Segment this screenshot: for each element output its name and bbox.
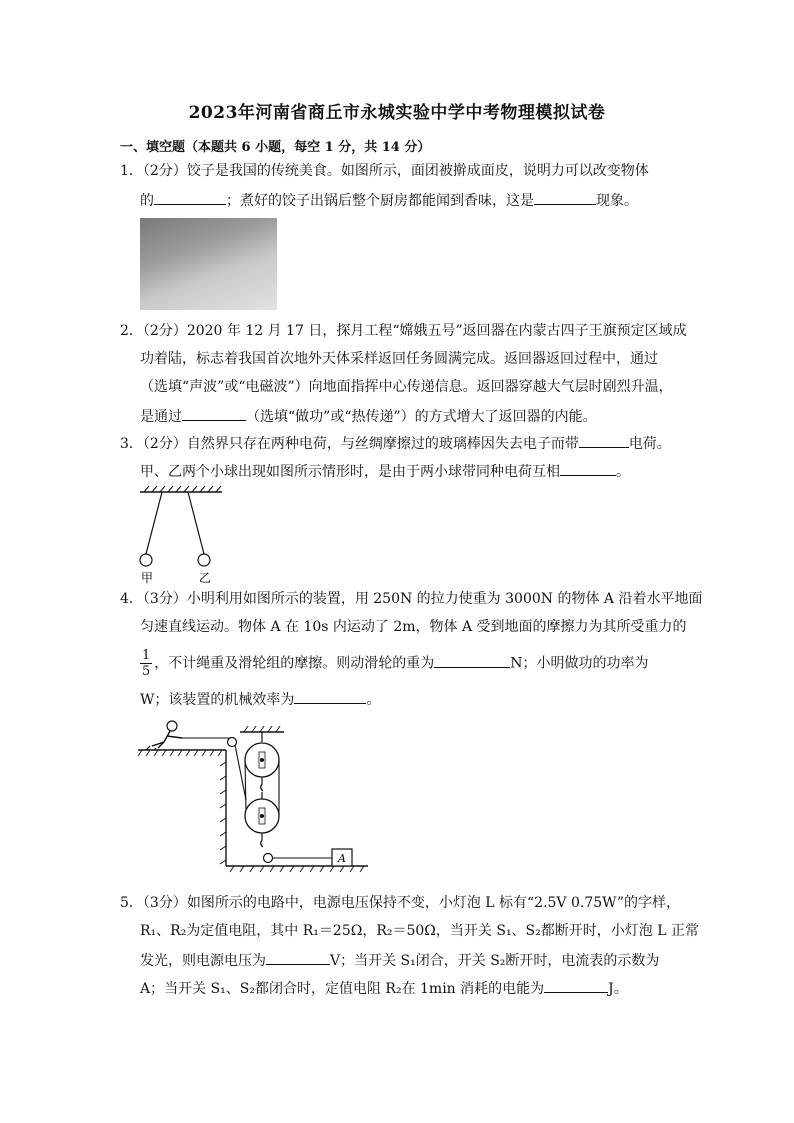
q5-blank-2[interactable] [544, 978, 608, 993]
q4-line-4: W；该装置的机械效率为 。 [140, 689, 700, 709]
block-a-label: A [338, 852, 346, 865]
ceiling-hatch [144, 486, 221, 492]
section-heading: 一、填空题（本题共 6 小题，每空 1 分，共 14 分） [120, 140, 431, 155]
q3-blank-1[interactable] [579, 433, 629, 448]
q2-line-4: 是通过 （选填“做功”或“热传递”）的方式增大了返回器的内能。 [140, 406, 700, 426]
fraction-one-fifth: $\frac{1}{5}$ [142, 648, 151, 679]
q5-line-2: R₁、R₂为定值电阻，其中 R₁＝25Ω，R₂＝50Ω，当开关 S₁、S₂都断开时，小灯泡 L 正常 [140, 923, 699, 939]
dumpling-photo [140, 218, 277, 310]
q4-line-3: $\frac{1}{5}$ ，不计绳重及滑轮组的摩擦。则动滑轮的重为 N；小明做功的功率为 [142, 648, 649, 679]
q3-line-2: 甲、乙两个小球出现如图所示情形时，是由于两小球带同种电荷互相 。 [140, 461, 700, 481]
page-title: 2023年河南省商丘市永城实验中学中考物理模拟试卷 [188, 103, 606, 123]
thread-1 [146, 492, 162, 554]
q3-blank-2[interactable] [560, 461, 616, 476]
q4-blank-2[interactable] [294, 689, 366, 704]
q5-line-3: 发光，则电源电压为 V；当开关 S₁闭合，开关 S₂断开时，电流表的示数为 [140, 950, 700, 970]
q5-line-4: A；当开关 S₁、S₂都闭合时，定值电阻 R₂在 1min 消耗的电能为 J。 [140, 978, 700, 998]
thread-2 [188, 492, 204, 554]
ball-yi [198, 554, 210, 566]
q2-blank-1[interactable] [182, 406, 246, 421]
ball-yi-label: 乙 [199, 571, 212, 585]
q2-line-1: 2．（2分）2020 年 12 月 17 日，探月工程“嫦娥五号”返回器在内蒙古四子王旗预定区域成 [120, 323, 687, 339]
q1-blank-1[interactable] [154, 190, 226, 205]
q1-line-2: 的 ；煮好的饺子出锅后整个厨房都能闻到香味，这是 现象。 [140, 190, 700, 210]
q2-line-2: 功着陆，标志着我国首次地外天体采样返回任务圆满完成。返回器返回过程中，通过 [140, 351, 658, 367]
pulley-system-figure [136, 712, 376, 882]
q5-line-1: 5．（3分）如图所示的电路中，电源电压保持不变，小灯泡 L 标有“2.5V 0.75W”的字样， [120, 895, 680, 911]
ball-jia [140, 554, 152, 566]
q5-blank-1[interactable] [266, 950, 330, 965]
q1-line-1: 1．（2分）饺子是我国的传统美食。如图所示，面团被擀成面皮，说明力可以改变物体 [120, 163, 649, 179]
q1-blank-2[interactable] [534, 190, 596, 205]
charged-balls-figure [132, 484, 232, 586]
ball-jia-label: 甲 [141, 571, 154, 585]
q4-line-2: 匀速直线运动。物体 A 在 10s 内运动了 2m，物体 A 受到地面的摩擦力为其所受重力的 [140, 619, 687, 635]
q4-blank-1[interactable] [434, 653, 510, 668]
q3-line-1: 3．（2分）自然界只存在两种电荷，与丝绸摩擦过的玻璃棒因失去电子而带 电荷。 [120, 433, 680, 453]
q4-line-1: 4．（3分）小明利用如图所示的装置，用 250N 的拉力使重为 3000N 的物体 A 沿着水平地面 [120, 591, 703, 607]
q2-line-3: （选填“声波”或“电磁波”）向地面指挥中心传递信息。返回器穿越大气层时剧烈升温， [140, 379, 673, 395]
